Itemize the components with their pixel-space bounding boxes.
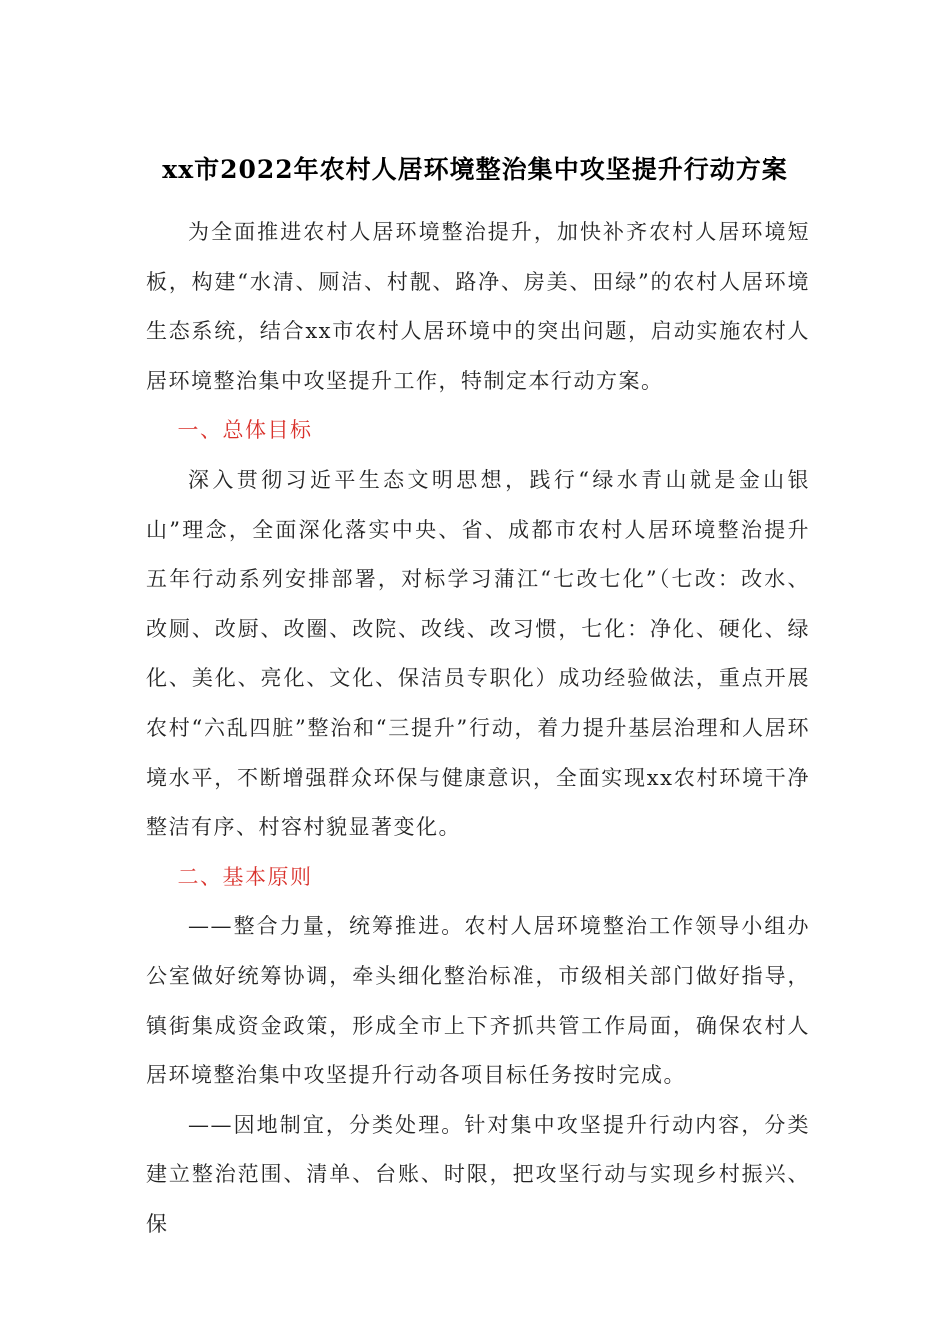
section-heading-basic-principles: 二、基本原则 <box>177 864 313 889</box>
intro-paragraph: 为全面推进农村人居环境整治提升，加快补齐农村人居环境短板，构建“水清、厕洁、村靓、路净、房美、田绿”的农村人居环境生态系统，结合xx市农村人居环境中的突出问题，启动实施农村人居环境整治集中攻坚提升工作，特制定本行动方案。 <box>146 220 810 393</box>
principle-paragraph-local-conditions: ——因地制宜，分类处理。针对集中攻坚提升行动内容，分类建立整治范围、清单、台账、时限，把攻坚行动与实现乡村振兴、保 <box>146 1112 810 1236</box>
principle-paragraph-integrate: ——整合力量，统筹推进。农村人居环境整治工作领导小组办公室做好统筹协调，牵头细化整治标准，市级相关部门做好指导，镇街集成资金政策，形成全市上下齐抓共管工作局面，确保农村人居环境整治集中攻坚提升行动各项目标任务按时完成。 <box>146 914 810 1088</box>
section-heading-overall-goal: 一、总体目标 <box>177 418 313 443</box>
document-title: xx市2022年农村人居环境整治集中攻坚提升行动方案 <box>162 155 788 184</box>
overall-goal-paragraph: 深入贯彻习近平生态文明思想，践行“绿水青山就是金山银山”理念，全面深化落实中央、省、成都市农村人居环境整治提升五年行动系列安排部署，对标学习蒲江“七改七化”（七改：改水、改厕、改厨、改圈、改院、改线、改习惯，七化：净化、硬化、绿化、美化、亮化、文化、保洁员专职化）成功经验做法，重点开展农村“六乱四脏”整治和“三提升”行动，着力提升基层治理和人居环境水平，不断增强群众环保与健康意识，全面实现xx农村环境干净整洁有序、村容村貌显著变化。 <box>146 467 810 840</box>
document-body <box>146 208 810 1249</box>
